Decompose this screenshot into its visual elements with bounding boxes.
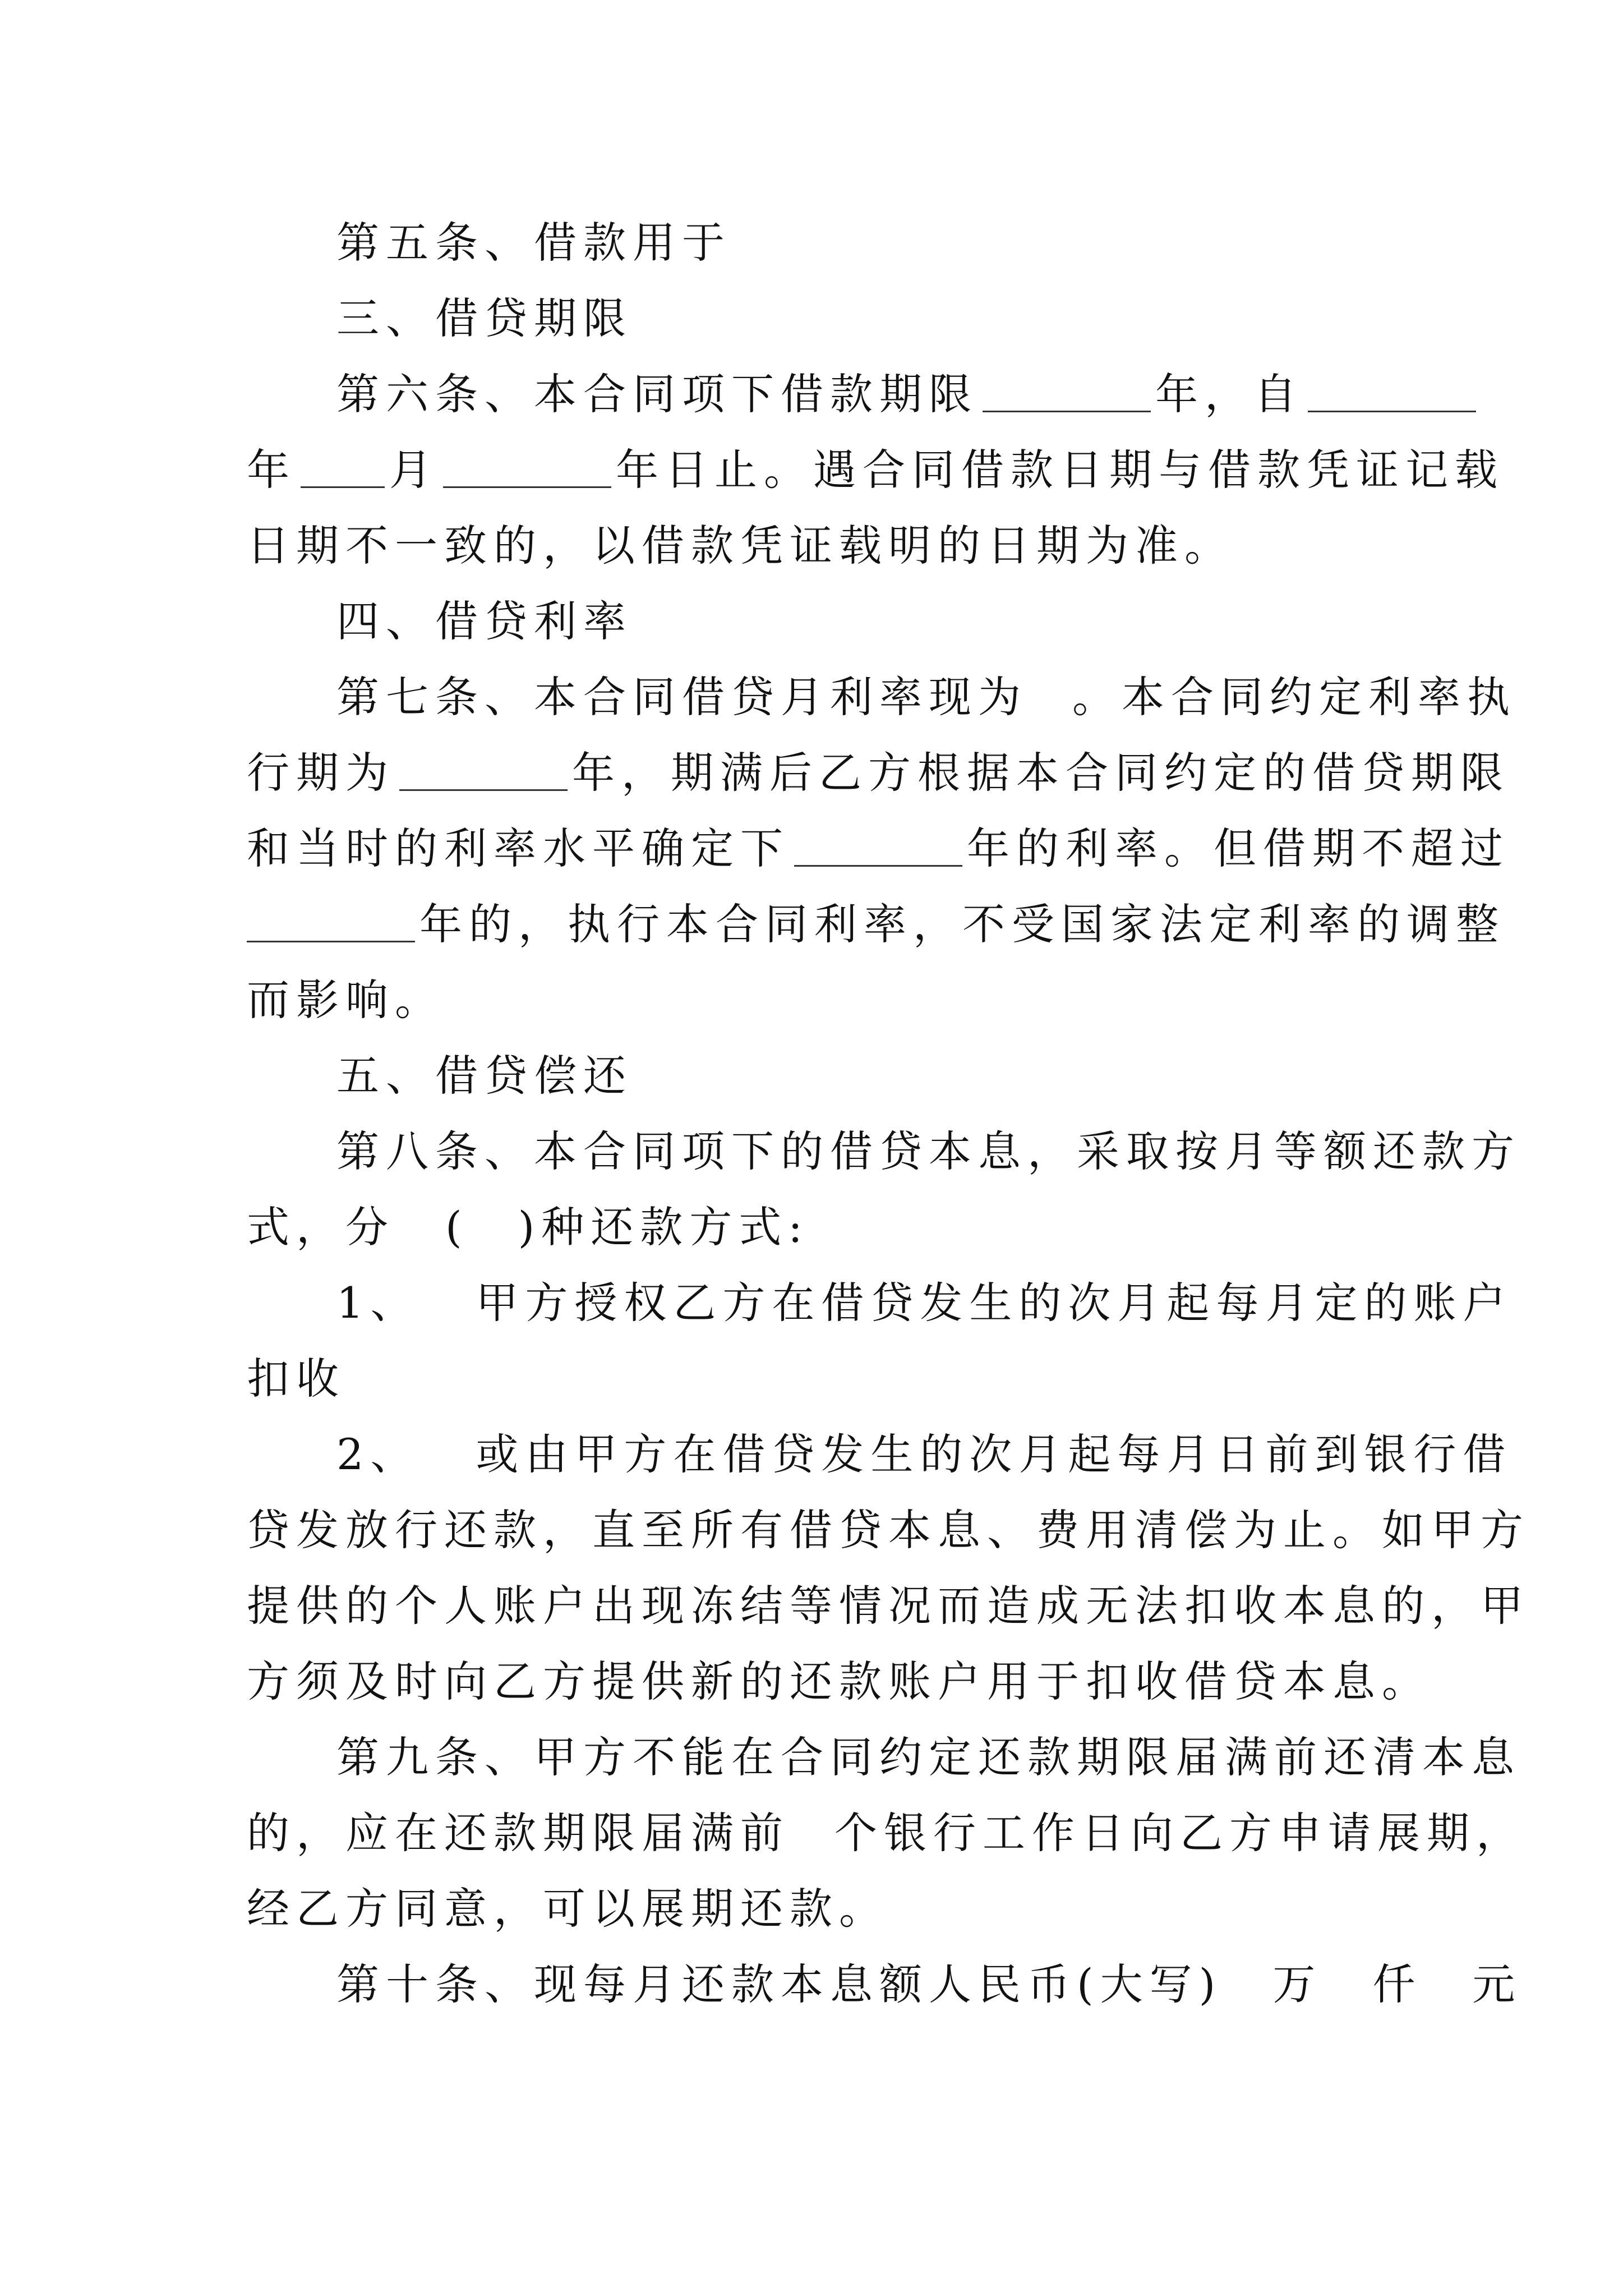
method-2-text-c: 提供的个人账户出现冻结等情况而造成无法扣收本息的，甲 — [247, 1581, 1530, 1631]
blank-field — [983, 370, 1151, 412]
article-6-line-3 — [247, 509, 1391, 582]
article-8-text-c: ( )种还款方式: — [445, 1202, 809, 1252]
blank-field — [443, 446, 611, 488]
article-7-line-2 — [247, 737, 1510, 809]
article-9-text-a: 第九条、甲方不能在合同约定还款期限届满前还清本息 — [336, 1732, 1521, 1782]
article-9-line-1 — [336, 1721, 1521, 1794]
article-7-line-5 — [247, 964, 1391, 1037]
article-7-text-b: 。本合同约定利率执 — [1072, 672, 1516, 722]
article-10-unit-qian: 仟 — [1372, 1959, 1422, 2009]
article-7-line-3 — [247, 812, 1510, 885]
article-9-text-b: 的，应在还款期限届满前 — [247, 1808, 790, 1858]
article-6-line-1 — [336, 358, 1391, 431]
article-9-text-c: 个银行工作日向乙方申请展期， — [834, 1808, 1525, 1858]
method-2-line-3 — [247, 1570, 1530, 1642]
method-2-text-d: 方须及时向乙方提供新的还款账户用于扣收借贷本息。 — [247, 1657, 1431, 1706]
article-5-line — [336, 206, 1391, 279]
article-6-text-f: 日期不一致的，以借款凭证载明的日期为准。 — [247, 521, 1234, 570]
section-4-heading — [336, 585, 1391, 658]
method-2-number: 2、 — [336, 1429, 420, 1479]
article-7-line-4 — [247, 888, 1505, 961]
article-10-line-1 — [336, 1948, 1522, 2021]
article-7-text-g: 年的，执行本合同利率，不受国家法定利率的调整 — [419, 899, 1505, 949]
method-1-text-a: 甲方授权乙方在借贷发生的次月起每月定的账户 — [476, 1278, 1513, 1328]
section-4-text: 四、借贷利率 — [336, 596, 633, 646]
method-2-text-b: 贷发放行还款，直至所有借贷本息、费用清偿为止。如甲方 — [247, 1505, 1530, 1555]
article-6-text-e: 年日止。遇合同借款日期与借款凭证记载 — [616, 445, 1504, 495]
section-3-heading — [336, 282, 1391, 355]
article-8-line-1 — [336, 1115, 1521, 1188]
article-7-text-d: 年，期满后乙方根据本合同约定的借贷期限 — [572, 748, 1510, 798]
section-5-text: 五、借贷偿还 — [336, 1051, 633, 1101]
article-8-text-a: 第八条、本合同项下的借贷本息，采取按月等额还款方 — [336, 1126, 1521, 1176]
article-10-unit-wan: 万 — [1272, 1959, 1322, 2009]
blank-field — [1308, 370, 1476, 412]
article-7-text-c: 行期为 — [247, 748, 395, 798]
article-10-unit-yuan: 元 — [1472, 1959, 1522, 2009]
article-9-line-3 — [247, 1872, 1391, 1945]
article-6-text-d: 月 — [389, 445, 439, 495]
article-6-text-c: 年 — [247, 445, 296, 495]
method-1-line-1 — [336, 1267, 1513, 1340]
section-5-heading — [336, 1039, 1391, 1112]
article-7-text-e: 和当时的利率水平确定下 — [247, 823, 790, 873]
blank-field — [301, 446, 385, 488]
article-6-line-2 — [247, 434, 1504, 507]
method-2-line-2 — [247, 1494, 1530, 1567]
blank-field — [399, 749, 568, 791]
article-10-text-a: 第十条、现每月还款本息额人民币(大写) — [336, 1959, 1223, 2009]
method-2-line-1 — [336, 1418, 1513, 1491]
blank-field — [794, 825, 962, 867]
method-1-number: 1、 — [336, 1278, 420, 1328]
article-9-text-d: 经乙方同意，可以展期还款。 — [247, 1884, 888, 1934]
method-2-line-4 — [247, 1645, 1431, 1718]
article-8-text-b: 式，分 — [247, 1202, 395, 1252]
method-2-text-a: 或由甲方在借贷发生的次月起每月日前到银行借 — [476, 1429, 1513, 1479]
article-7-text-h: 而影响。 — [247, 975, 444, 1025]
section-3-text: 三、借贷期限 — [336, 293, 633, 343]
article-7-text-f: 年的利率。但借期不超过 — [967, 823, 1510, 873]
article-7-line-1 — [336, 661, 1516, 734]
article-7-text-a: 第七条、本合同借贷月利率现为 — [336, 672, 1027, 722]
article-6-text-a: 第六条、本合同项下借款期限 — [336, 369, 978, 419]
article-6-text-b: 年，自 — [1155, 369, 1303, 419]
method-1-line-2 — [247, 1342, 1391, 1415]
article-5-text: 第五条、借款用于 — [336, 218, 731, 268]
method-1-text-b: 扣收 — [247, 1354, 345, 1404]
article-9-line-2 — [247, 1797, 1525, 1870]
article-8-line-2 — [247, 1191, 1391, 1264]
blank-field — [247, 900, 415, 942]
